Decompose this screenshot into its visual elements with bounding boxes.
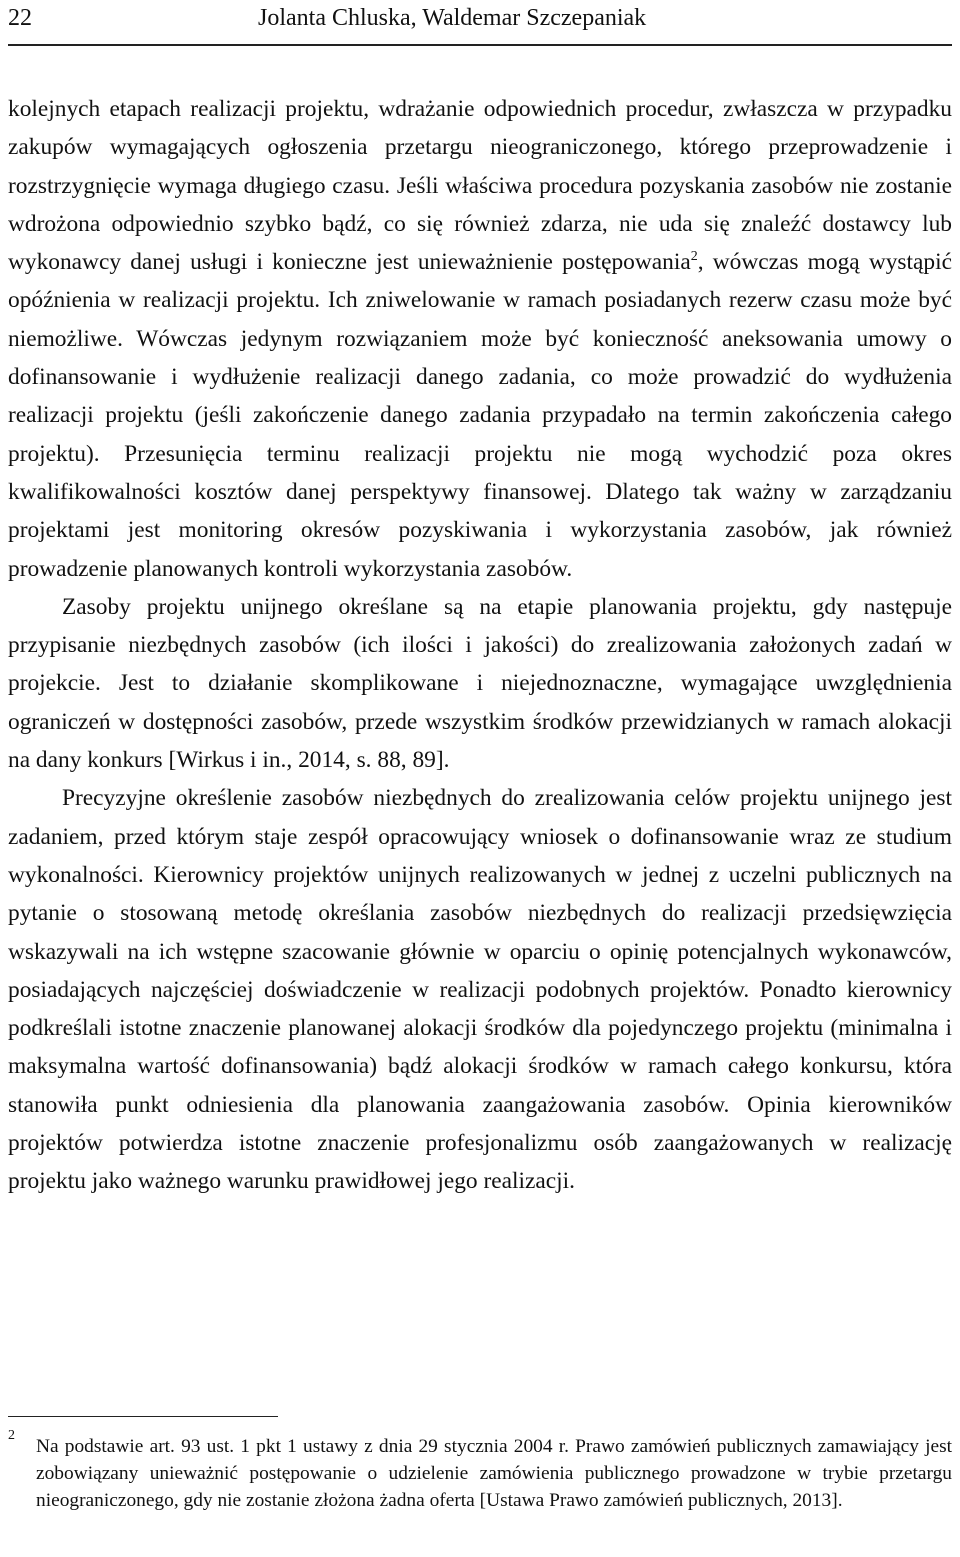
footnote-divider xyxy=(8,1416,278,1417)
footnote xyxy=(8,1428,952,1514)
footnote-reference: 2 xyxy=(690,249,698,265)
footnote-text: Na podstawie art. 93 ust. 1 pkt 1 ustawy z dnia 29 stycznia 2004 r. Prawo zamówień publicznych zamawiający jest zobowiązany unieważnić postępowanie o udzielenie zamówienia publicznego prowadzone w trybie przetargu nieograniczonego, gdy nie zostanie złożona żadna oferta [Ustawa Prawo zamówień publicznych, 2013]. xyxy=(36,1436,952,1511)
paragraph-1-text: kolejnych etapach realizacji projektu, wdrażanie odpowiednich procedur, zwłaszcza w przypadku zakupów wymagających ogłoszenia przetargu nieograniczonego, którego przeprowadzenie i rozstrzygnięcie wymaga długiego czasu. xyxy=(8,96,952,199)
running-head: Jolanta Chluska, Waldemar Szczepaniak xyxy=(258,5,647,31)
footnote-mark: 2 xyxy=(8,1428,15,1443)
paragraph-4: Precyzyjne określenie zasobów niezbędnych do zrealizowania celów projektu unijnego jest zadaniem, przed którym staje zespół opracowujący wniosek o dofinansowanie wraz ze studium wykonalności. Kierownicy projektów unijnych realizowanych w jednej z uczelni publicznych na pytanie o stosowaną metodę określania zasobów niezbędnych do realizacji przedsięwzięcia wskazywali na ich wstępne szacowanie głównie w oparciu o opinię potencjalnych wykonawców, posiadających najczęściej doświadczenie w realizacji podobnych projektów. Ponadto kierownicy podkreślali istotne znaczenie planowanej alokacji środków dla pojedynczego projektu (minimalna i maksymalna wartość dofinansowania) bądź alokacji środków w ramach całego konkursu, która stanowiła punkt odniesienia dla planowania zaangażowania zasobów. Opinia kierowników projektów potwierdza istotne znaczenie profesjonalizmu osób zaangażowanych w realizację projektu jako ważnego warunku prawidłowej jego realizacji. xyxy=(8,785,952,1195)
page-header xyxy=(8,0,952,46)
page-number: 22 xyxy=(8,5,32,31)
body-text xyxy=(8,90,952,1201)
paragraph-2-text-start: Jeśli właściwa procedura pozyskania zasobów nie zostanie wdrożona odpowiednio szybko bądź, co się również zdarza, nie uda się znaleźć dostawcy lub wykonawcy danej usługi i konieczne jest unieważnienie postępowania xyxy=(8,172,952,276)
paragraph-3: Zasoby projektu unijnego określane są na etapie planowania projektu, gdy następuje przypisanie niezbędnych zasobów (ich ilości i jakości) do zrealizowania założonych zadań w projekcie. Jest to działanie skomplikowane i niejednoznaczne, wymagające uwzględnienia ograniczeń w dostępności zasobów, przede wszystkim środków przewidzianych w ramach alokacji na dany konkurs [Wirkus i in., 2014, s. 88, 89]. xyxy=(8,593,952,774)
paragraph-1 xyxy=(8,90,952,588)
paragraph-2-text-end: , wówczas mogą wystąpić opóźnienia w realizacji projektu. Ich zniwelowanie w ramach posiadanych rezerw czasu może być niemożliwe. Wówczas jedynym rozwiązaniem może być konieczność aneksowania umowy o dofinansowanie i wydłużenie realizacji danego zadania, co może prowadzić do wydłużenia realizacji projektu (jeśli zakończenie danego zadania przypadało na termin zakończenia całego projektu). Przesunięcia terminu realizacji projektu nie mogą wychodzić poza okres kwalifikowalności kosztów danej perspektywy finansowej. Dlatego tak ważny w zarządzaniu projektami jest monitoring okresów pozyskiwania i wykorzystania zasobów, jak również prowadzenie planowanych kontroli wykorzystania zasobów. xyxy=(8,249,952,582)
